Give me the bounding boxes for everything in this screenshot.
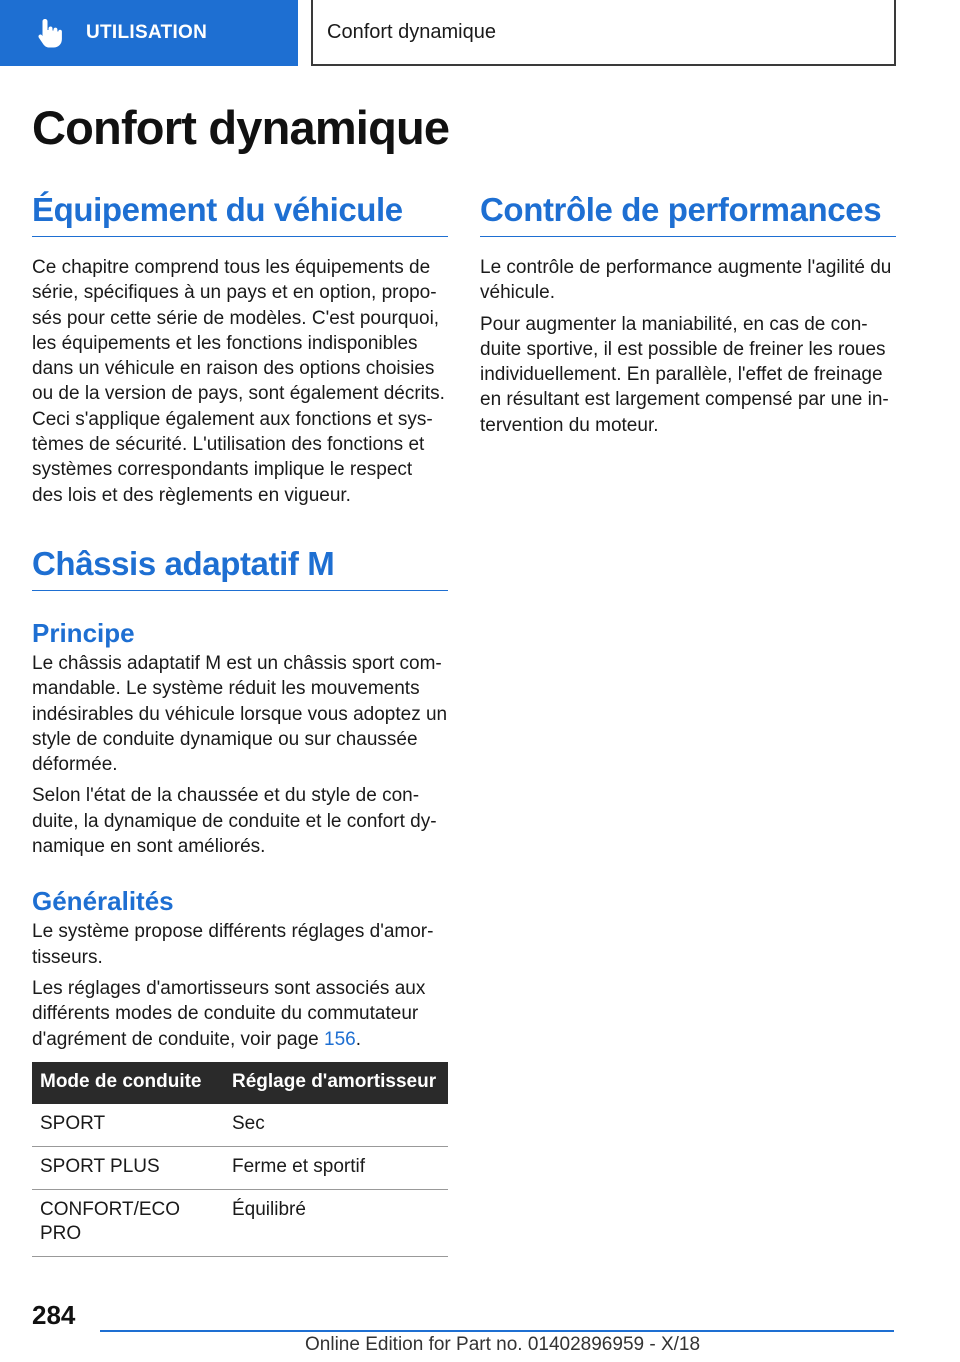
equipment-heading: Équipement du véhicule	[32, 190, 448, 237]
principle-text-2: Selon l'état de la chaussée et du style de conduite, la dynamique de conduite et le confort dynamique en sont améliorés.	[32, 785, 437, 858]
performance-text-2: Pour augmenter la maniabilité, en cas de conduite sportive, il est possible de freiner les roues individuellement. En parallèle, l'effet de freinage en résultant est largement compensé par une intervention du moteur.	[480, 313, 889, 436]
table-header-cell: Mode de conduite	[32, 1062, 224, 1104]
performance-text-1: Le contrôle de performance augmente l'agilité du véhicule.	[480, 257, 892, 304]
edition-text: Online Edition for Part no. 01402896959 - X/18	[305, 1334, 701, 1355]
table-header-row	[32, 1062, 448, 1104]
page-link[interactable]: 156	[324, 1028, 356, 1050]
table-row	[32, 1189, 448, 1256]
general-text-2-body: Les réglages d'amortisseurs sont associés aux différents modes de conduite du commutateur d'agrément de conduite, voir page	[32, 977, 426, 1050]
table-cell: Sec	[224, 1104, 448, 1147]
table-cell: Ferme et sportif	[224, 1146, 448, 1189]
left-column	[32, 190, 448, 1257]
table-row	[32, 1146, 448, 1189]
table-row	[32, 1104, 448, 1147]
table-cell: SPORT PLUS	[32, 1146, 224, 1189]
principle-text-1: Le châssis adaptatif M est un châssis sport commandable. Le système réduit les mouvements indésirables du véhicule lorsque vous adoptez un style de conduite dynamique ou sur chaussée déformée.	[32, 652, 448, 776]
right-column	[480, 190, 896, 438]
hand-pointer-icon	[36, 17, 64, 49]
performance-heading: Contrôle de performances	[480, 190, 896, 237]
footer-divider	[100, 1330, 894, 1332]
section-tab[interactable]	[0, 0, 298, 66]
table-cell: SPORT	[32, 1104, 224, 1147]
table-cell: CONFORT/ECO PRO	[32, 1189, 224, 1256]
table-cell: Équilibré	[224, 1189, 448, 1256]
chapter-header	[311, 0, 896, 66]
general-heading: Généralités	[32, 886, 174, 917]
damper-table	[32, 1062, 448, 1257]
general-text-1: Le système propose différents réglages d'amortisseurs.	[32, 921, 434, 968]
table-header-cell: Réglage d'amortisseur	[224, 1062, 448, 1104]
page-title: Confort dynamique	[32, 101, 450, 154]
chapter-label: Confort dynamique	[327, 20, 496, 43]
equipment-text: Ce chapitre comprend tous les équipements de série, spécifiques à un pays et en option, proposés pour cette série de modèles. C'est pourquoi, les équipements et les fonctions indisponibles dans un véhicule en raison des options choisies ou de la version de pays, sont également décrits. Ceci s'applique également aux fonctions et systèmes de sécurité. L'utilisation des fonctions et systèmes correspondants implique le respect des lois et des règlements en vigueur.	[32, 257, 445, 506]
principle-heading: Principe	[32, 617, 135, 648]
general-text-2-end: .	[355, 1028, 361, 1050]
general-text-2	[32, 976, 448, 1052]
page-number: 284	[32, 1300, 76, 1330]
section-label: UTILISATION	[86, 22, 208, 43]
chassis-heading: Châssis adaptatif M	[32, 544, 448, 591]
